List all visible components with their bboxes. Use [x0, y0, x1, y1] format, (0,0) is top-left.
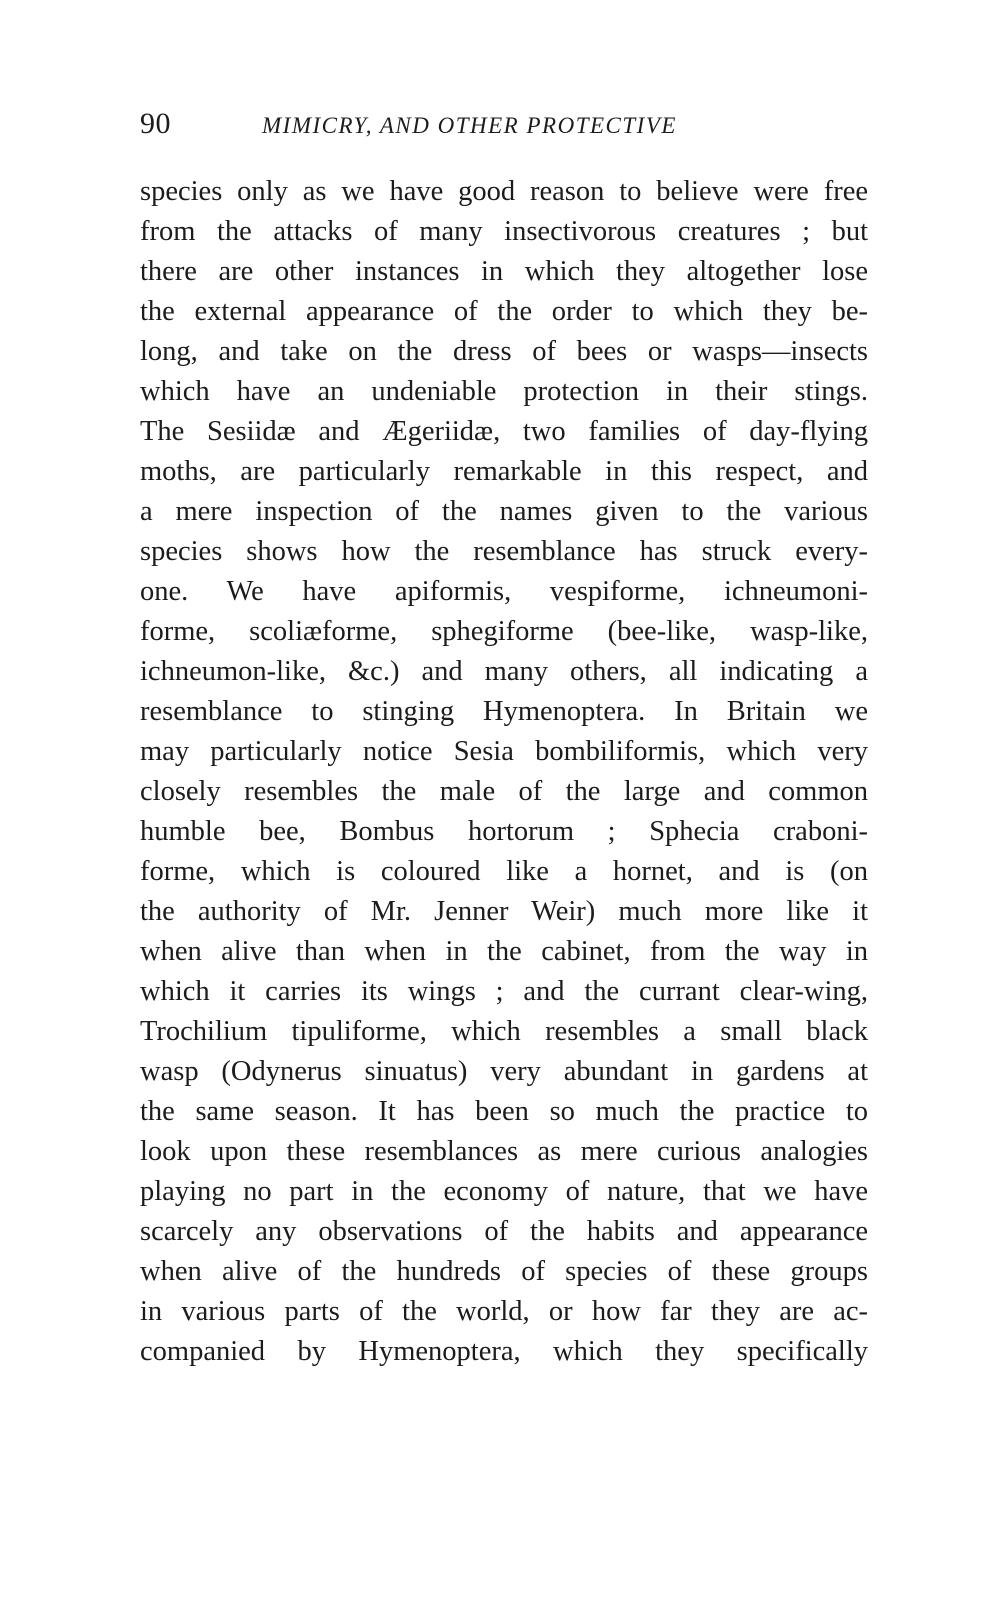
text-line: forme, scoliæforme, sphegiforme (bee-like, wasp-like,: [140, 616, 868, 647]
text-line: may particularly notice Sesia bombiliformis, which very: [140, 736, 868, 767]
text-line: wasp (Odynerus sinuatus) very abundant in gardens at: [140, 1056, 868, 1087]
text-line: species shows how the resemblance has struck every-: [140, 536, 868, 567]
text-line: look upon these resemblances as mere curious analogies: [140, 1136, 868, 1167]
text-line: resemblance to stinging Hymenoptera. In Britain we: [140, 696, 868, 727]
text-line: humble bee, Bombus hortorum ; Sphecia craboni-: [140, 816, 868, 847]
text-line: a mere inspection of the names given to the various: [140, 496, 868, 527]
text-line: which it carries its wings ; and the currant clear-wing,: [140, 976, 868, 1007]
text-line: one. We have apiformis, vespiforme, ichneumoni-: [140, 576, 868, 607]
text-line: from the attacks of many insectivorous creatures ; but: [140, 216, 868, 247]
text-line: which have an undeniable protection in their stings.: [140, 376, 868, 407]
text-line: closely resembles the male of the large and common: [140, 776, 868, 807]
text-line: there are other instances in which they altogether lose: [140, 256, 868, 287]
text-line: ichneumon-like, &c.) and many others, all indicating a: [140, 656, 868, 687]
text-line: in various parts of the world, or how far they are ac-: [140, 1296, 868, 1327]
text-line: moths, are particularly remarkable in this respect, and: [140, 456, 868, 487]
text-line: companied by Hymenoptera, which they specifically: [140, 1336, 868, 1367]
text-line: the same season. It has been so much the practice to: [140, 1096, 868, 1127]
running-head-title: MIMICRY, AND OTHER PROTECTIVE: [262, 113, 677, 138]
page-number: 90: [140, 107, 171, 140]
text-line: species only as we have good reason to believe were free: [140, 176, 868, 207]
text-line: forme, which is coloured like a hornet, and is (on: [140, 856, 868, 887]
text-line: Trochilium tipuliforme, which resembles a small black: [140, 1016, 868, 1047]
text-line: the external appearance of the order to which they be-: [140, 296, 868, 327]
text-line: long, and take on the dress of bees or wasps—insects: [140, 336, 868, 367]
body-paragraph: [140, 172, 868, 1372]
text-line: The Sesiidæ and Ægeriidæ, two families of day-flying: [140, 416, 868, 447]
text-line: scarcely any observations of the habits and appearance: [140, 1216, 868, 1247]
text-line: the authority of Mr. Jenner Weir) much more like it: [140, 896, 868, 927]
text-line: when alive than when in the cabinet, from the way in: [140, 936, 868, 967]
text-line: when alive of the hundreds of species of these groups: [140, 1256, 868, 1287]
text-line: playing no part in the economy of nature, that we have: [140, 1176, 868, 1207]
